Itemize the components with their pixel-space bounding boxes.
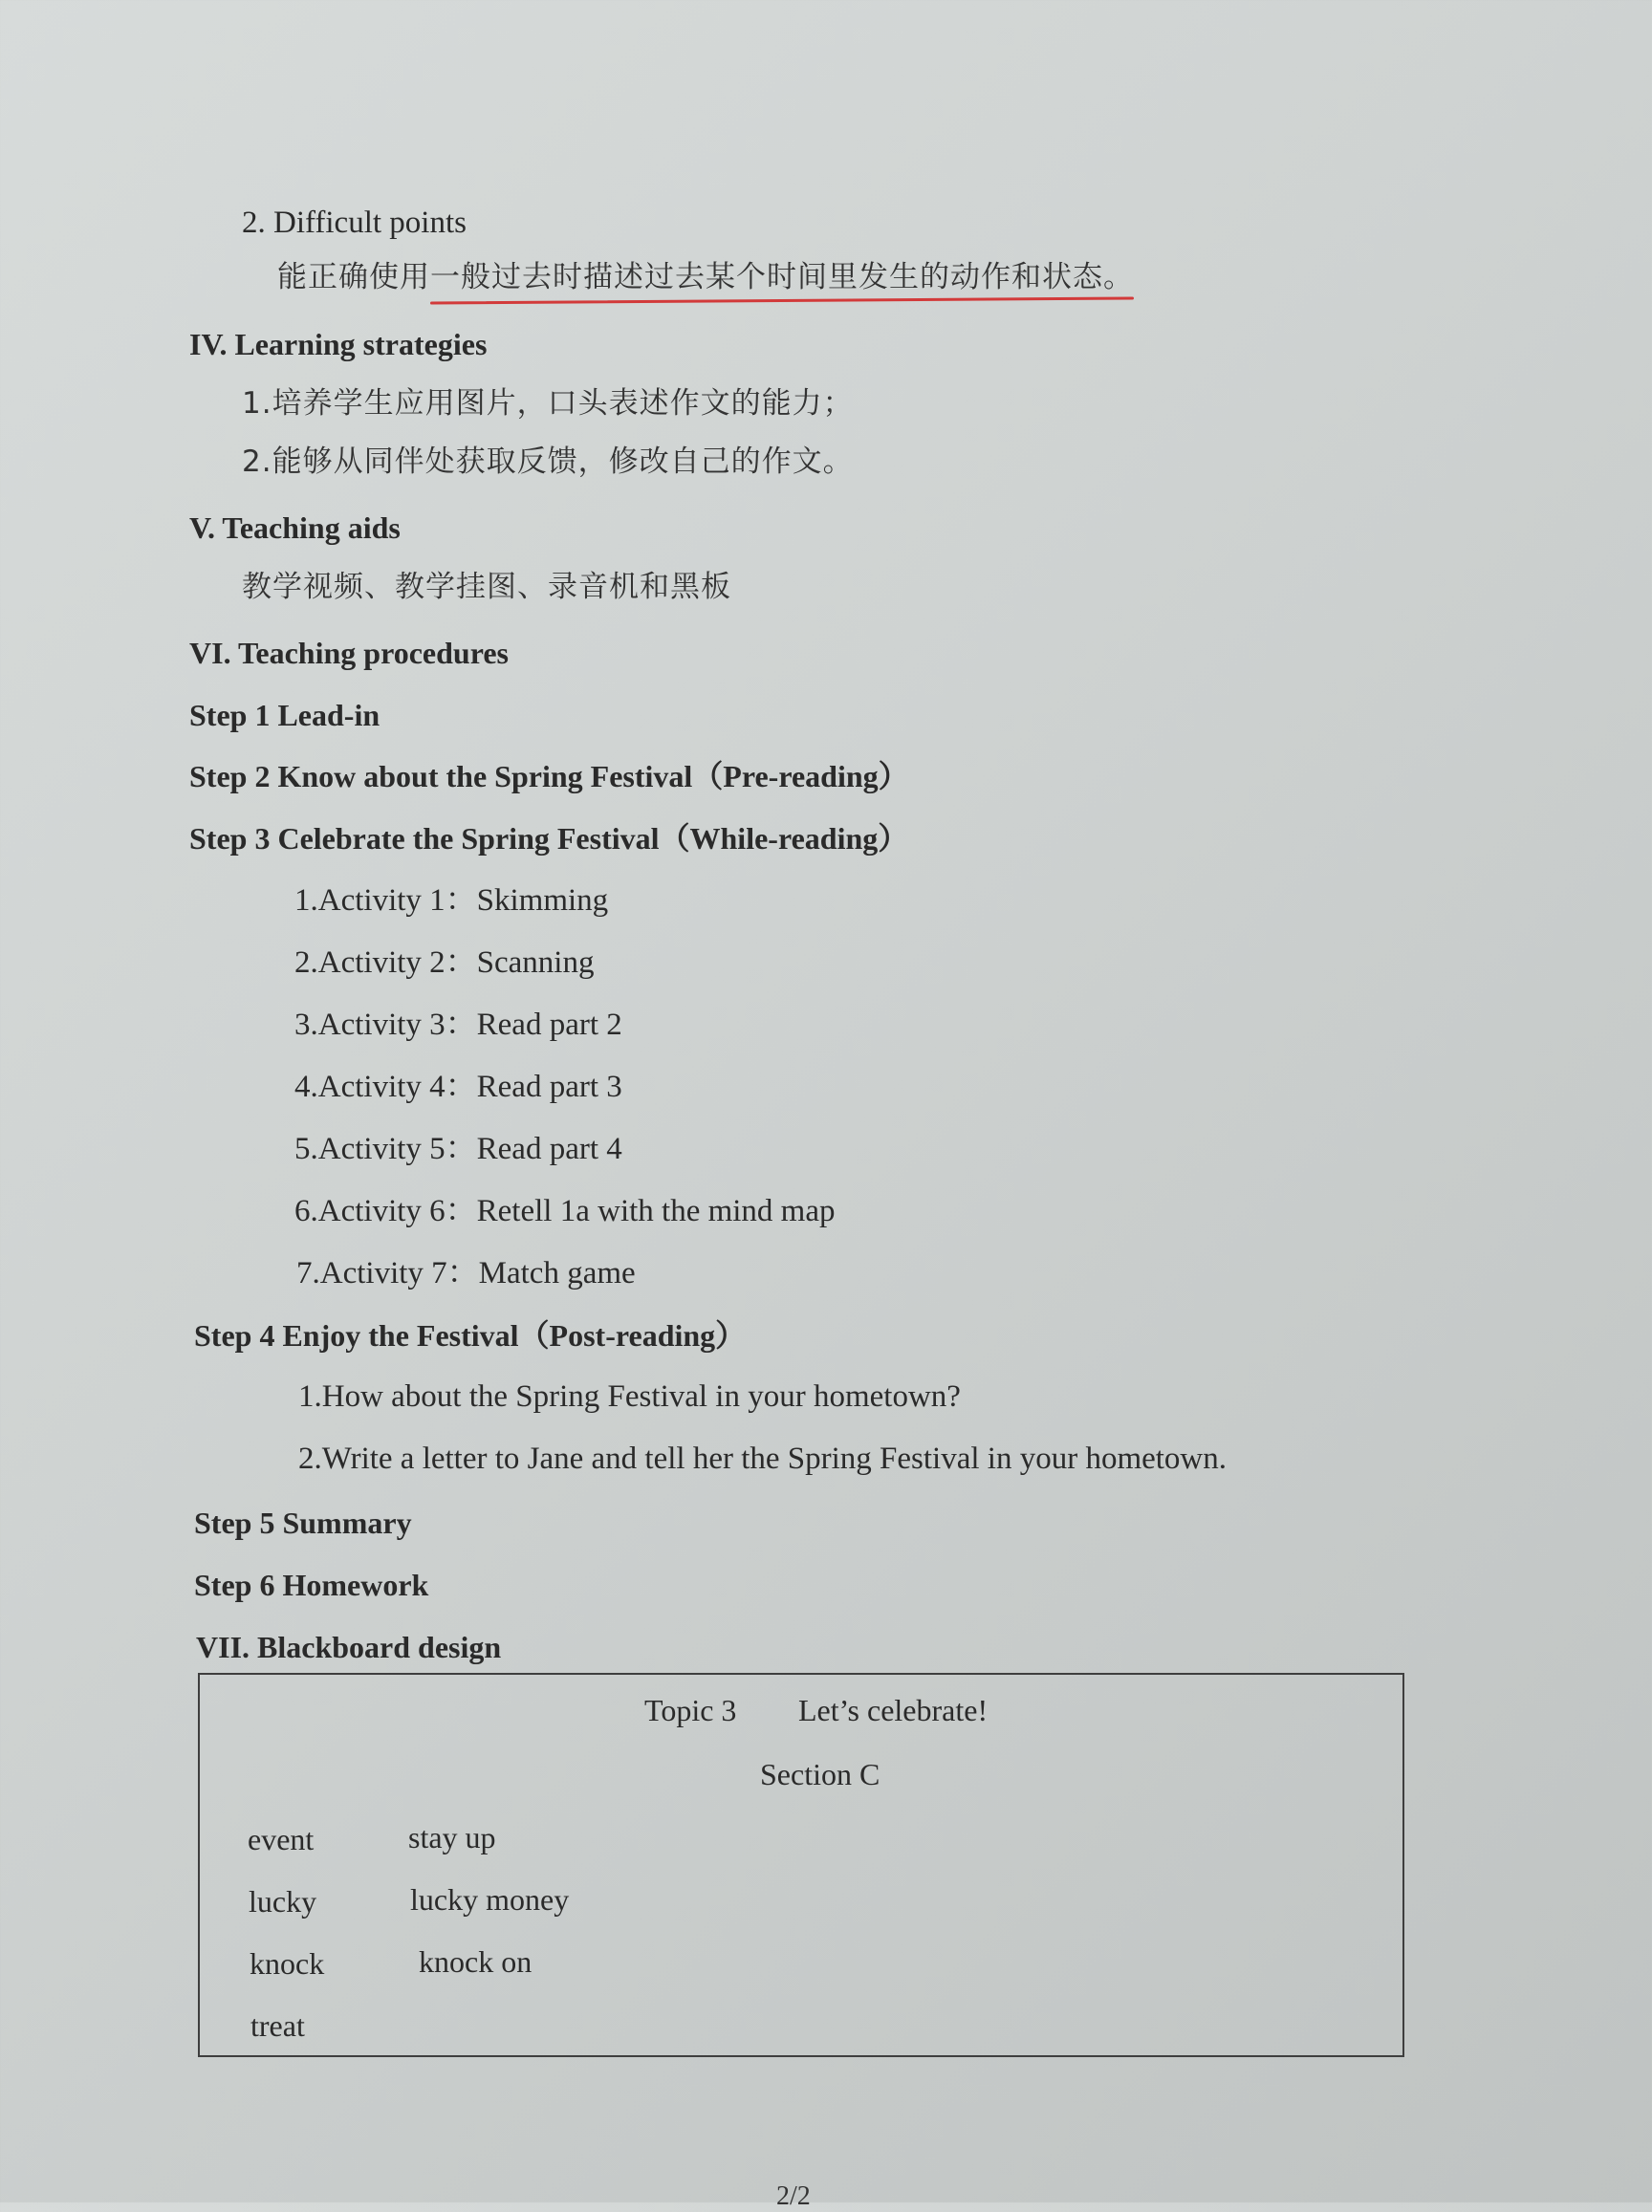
- learning-strategy-item-2: 2.能够从同伴处获取反馈，修改自己的作文。: [242, 445, 854, 479]
- page-number: 2/2: [776, 2181, 811, 2211]
- step-1-heading: Step 1 Lead-in: [189, 698, 380, 732]
- blackboard-word-event: event: [248, 1822, 315, 1856]
- step-4-item-1: 1.How about the Spring Festival in your hometown?: [298, 1379, 961, 1414]
- blackboard-design-heading: VII. Blackboard design: [196, 1630, 502, 1664]
- difficult-points-text: [277, 258, 1134, 296]
- blackboard-phrase-stay-up: stay up: [408, 1820, 496, 1854]
- step-3-activity-4: 4.Activity 4：Read part 3: [294, 1070, 622, 1104]
- blackboard-section: Section C: [760, 1757, 880, 1791]
- step-3-activity-2: 2.Activity 2：Scanning: [294, 945, 595, 980]
- blackboard-design-box: [198, 1673, 1404, 2057]
- step-6-heading: Step 6 Homework: [194, 1568, 429, 1602]
- difficult-points-underlined: 一般过去时描述过去某个时间里发生的动作和状态。: [430, 260, 1134, 294]
- blackboard-topic: Topic 3: [644, 1693, 737, 1727]
- blackboard-phrase-lucky-money: lucky money: [410, 1882, 570, 1917]
- step-3-activity-6: 6.Activity 6：Retell 1a with the mind map: [294, 1194, 836, 1228]
- teaching-procedures-heading: VI. Teaching procedures: [189, 636, 509, 670]
- step-4-heading: Step 4 Enjoy the Festival（Post-reading）: [194, 1318, 747, 1353]
- step-5-heading: Step 5 Summary: [194, 1506, 412, 1540]
- step-2-heading: Step 2 Know about the Spring Festival（Pre-reading）: [189, 759, 909, 793]
- step-3-heading: Step 3 Celebrate the Spring Festival（While-reading）: [189, 821, 909, 856]
- blackboard-phrase-knock-on: knock on: [419, 1944, 533, 1979]
- difficult-points-heading: 2. Difficult points: [242, 206, 467, 240]
- teaching-aids-text: 教学视频、教学挂图、录音机和黑板: [242, 570, 731, 604]
- blackboard-word-knock: knock: [250, 1946, 325, 1981]
- difficult-points-prefix: 能正确使用: [277, 260, 430, 294]
- step-3-activity-5: 5.Activity 5：Read part 4: [294, 1132, 622, 1166]
- blackboard-topic-title: Let’s celebrate!: [798, 1693, 989, 1727]
- teaching-aids-heading: V. Teaching aids: [189, 510, 401, 545]
- step-3-activity-3: 3.Activity 3：Read part 2: [294, 1008, 622, 1042]
- blackboard-word-lucky: lucky: [249, 1884, 317, 1919]
- learning-strategies-heading: IV. Learning strategies: [189, 327, 488, 361]
- blackboard-word-treat: treat: [250, 2008, 305, 2043]
- step-4-item-2: 2.Write a letter to Jane and tell her the Spring Festival in your hometown.: [298, 1442, 1228, 1476]
- step-3-activity-1: 1.Activity 1：Skimming: [294, 883, 609, 918]
- step-3-activity-7: 7.Activity 7：Match game: [296, 1256, 636, 1290]
- learning-strategy-item-1: 1.培养学生应用图片，口头表述作文的能力；: [242, 386, 854, 421]
